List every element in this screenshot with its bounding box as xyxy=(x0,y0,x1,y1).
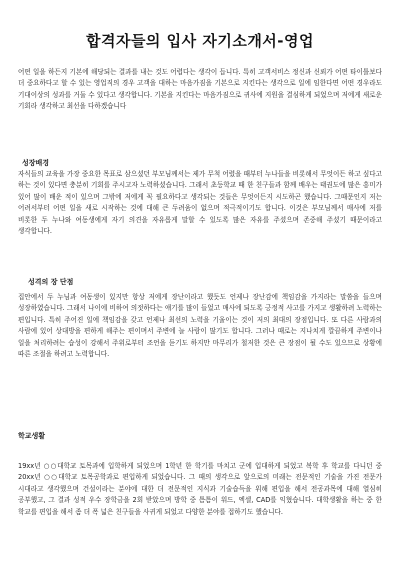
section-heading-growth: 성장배경 xyxy=(22,159,50,167)
document-title: 합격자들의 입사 자기소개서-영업 xyxy=(85,32,315,51)
section-heading-school: 학교생활 xyxy=(18,432,46,440)
intro-paragraph: 어떤 일을 하든지 기본에 해당되는 결과를 내는 것도 어렵다는 생각이 듭니다. 특히 고객서비스 정신과 신뢰가 어떤 타이틀보다 더 중요하다고 할 수 있는 영업직의 경우 고객을 대하는 마음가짐을 기본으로 지킨다는 생각으로 일에 임한다면 어떤 경우라도 기대이상의 성과를 거둘 수 있다고 생각합니다. 기본을 지킨다는 마음가짐으로 귀사에 지원을 결심하게 되었으며 저에게 새로운 기회라 생각하고 최선을 다하겠습니다 xyxy=(18,68,382,111)
section-heading-personality: 성격의 장 단점 xyxy=(28,278,74,286)
section-body-growth: 자식들의 교육을 가장 중요한 목표로 삼으셨던 부모님께서는 제가 무척 어렸을 때부터 누나들을 비롯해서 무엇이든 하고 싶다고 하는 것이 있다면 충분히 기회를 주시고자 노력하셨습니다. 그래서 초등학교 때 한 친구들과 함께 배우는 태권도에 많은 흥미가 있어 많이 배운 적이 있으며 그밖에 저에게 꼭 필요하다고 생각되는 것들은 무엇이든지 시도하곤 했습니다. 그때문인지 저는 어려서부터 어떤 일을 새로 시작하는 것에 대해 큰 두려움이 없으며 적극적이기도 합니다. 이것은 부모님께서 매사에 저를 비롯한 두 누나와 여동생에게 자기 의견을 자유롭게 말할 수 있도록 많은 자유를 주셨으며 존중해 주셨기 때문이라고 생각합니다. xyxy=(18,170,382,236)
section-body-personality: 집안에서 두 누님과 여동생이 있지만 항상 저에게 장난이라고 했듯도 언제나 장난감에 책임감을 가지라는 말씀을 들으며 성장하였습니다. 그래서 나이에 비하여 의젓하다는 얘기를 많이 들었고 매사에 되도록 긍정적 사고를 가지고 생활하려 노력하는 편입니다. 특히 주어진 일에 책임감을 갖고 언제나 최선의 노력을 기울이는 것이 저의 최대의 장점입니다. 또 다른 사람과의 사람에 있어 상대방을 편하게 해주는 편이며서 주변에 늘 사람이 많기도 합니다. 그러나 때로는 지나치게 깔끔하게 주변이나 일을 처리하려는 습성이 강해서 주위로부터 조언을 듣기도 하지만 마무리가 철저한 것은 큰 장점이 될 수도 있으므로 상황에 따른 조절을 하려고 노력합니다. xyxy=(18,293,382,359)
section-body-school: 19xx년 ○○대학교 토목과에 입학하게 되었으며 1학년 한 학기를 마치고 군에 입대하게 되었고 복학 후 학교를 다니던 중 20xx년 ○○대학교 토목공학과로 편입하게 되었습니다. 그 때의 생각으로 앞으로의 미래는 전문적인 기술을 가진 전문가 시대라고 생각했으며 건설이라는 분야에 대한 더 전문적인 지식과 기술습득을 위해 편입을 해서 전공과목에 대해 열심히 공부했고, 그 결과 성적 우수 장학금을 2회 받았으며 방학 중 틈틈이 워드, 엑셀, CAD를 익혔습니다. 대학생활을 하는 중 한 학교를 편입을 해서 좀 더 폭 넓은 친구들을 사귀게 되었고 다양한 분야를 접하기도 했습니다. xyxy=(18,462,382,516)
